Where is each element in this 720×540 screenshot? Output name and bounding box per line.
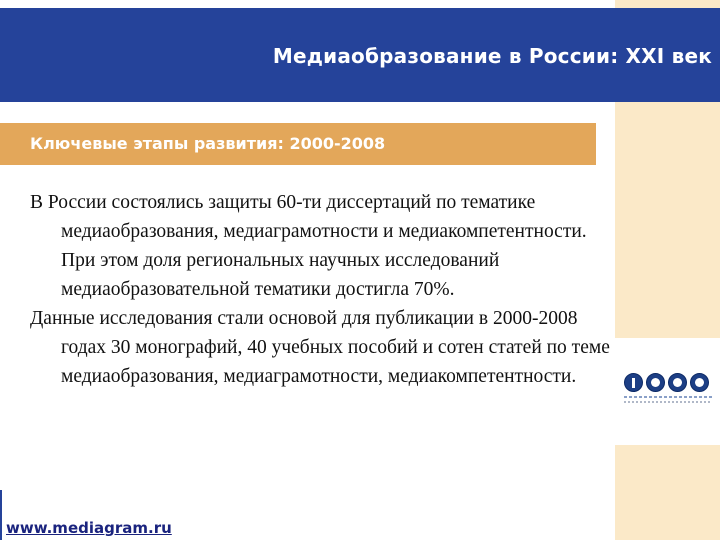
body-paragraph: В России состоялись защиты 60-ти диссертаций по тематике медиаобразования, медиаграмотности и медиакомпетентности. При этом доля региональных научных исследований медиаобразовательной тематики достигла 70%.	[30, 192, 587, 300]
side-panel-block	[615, 0, 720, 8]
logo-circle-icon	[668, 373, 687, 392]
body-paragraph: Данные исследования стали основой для публикации в 2000-2008 годах 30 монографий, 40 учебных пособий и сотен статей по теме медиаобразования, медиаграмотности, медиакомпетентности.	[30, 308, 610, 387]
organization-logo-icon	[624, 373, 714, 415]
logo-caption-line	[624, 401, 712, 403]
slide-title: Медиаобразование в России: XXI век	[272, 44, 712, 68]
logo-caption-line	[624, 396, 712, 398]
left-accent-rule	[0, 490, 2, 540]
side-panel-block	[615, 102, 720, 338]
slide-subtitle: Ключевые этапы развития: 2000-2008	[30, 134, 386, 153]
logo-circle-icon	[690, 373, 709, 392]
logo-circle-icon	[624, 373, 643, 392]
logo-circle-icon	[646, 373, 665, 392]
side-panel-block	[615, 445, 720, 540]
slide-body	[30, 188, 615, 391]
website-link[interactable]: www.mediagram.ru	[6, 519, 172, 537]
